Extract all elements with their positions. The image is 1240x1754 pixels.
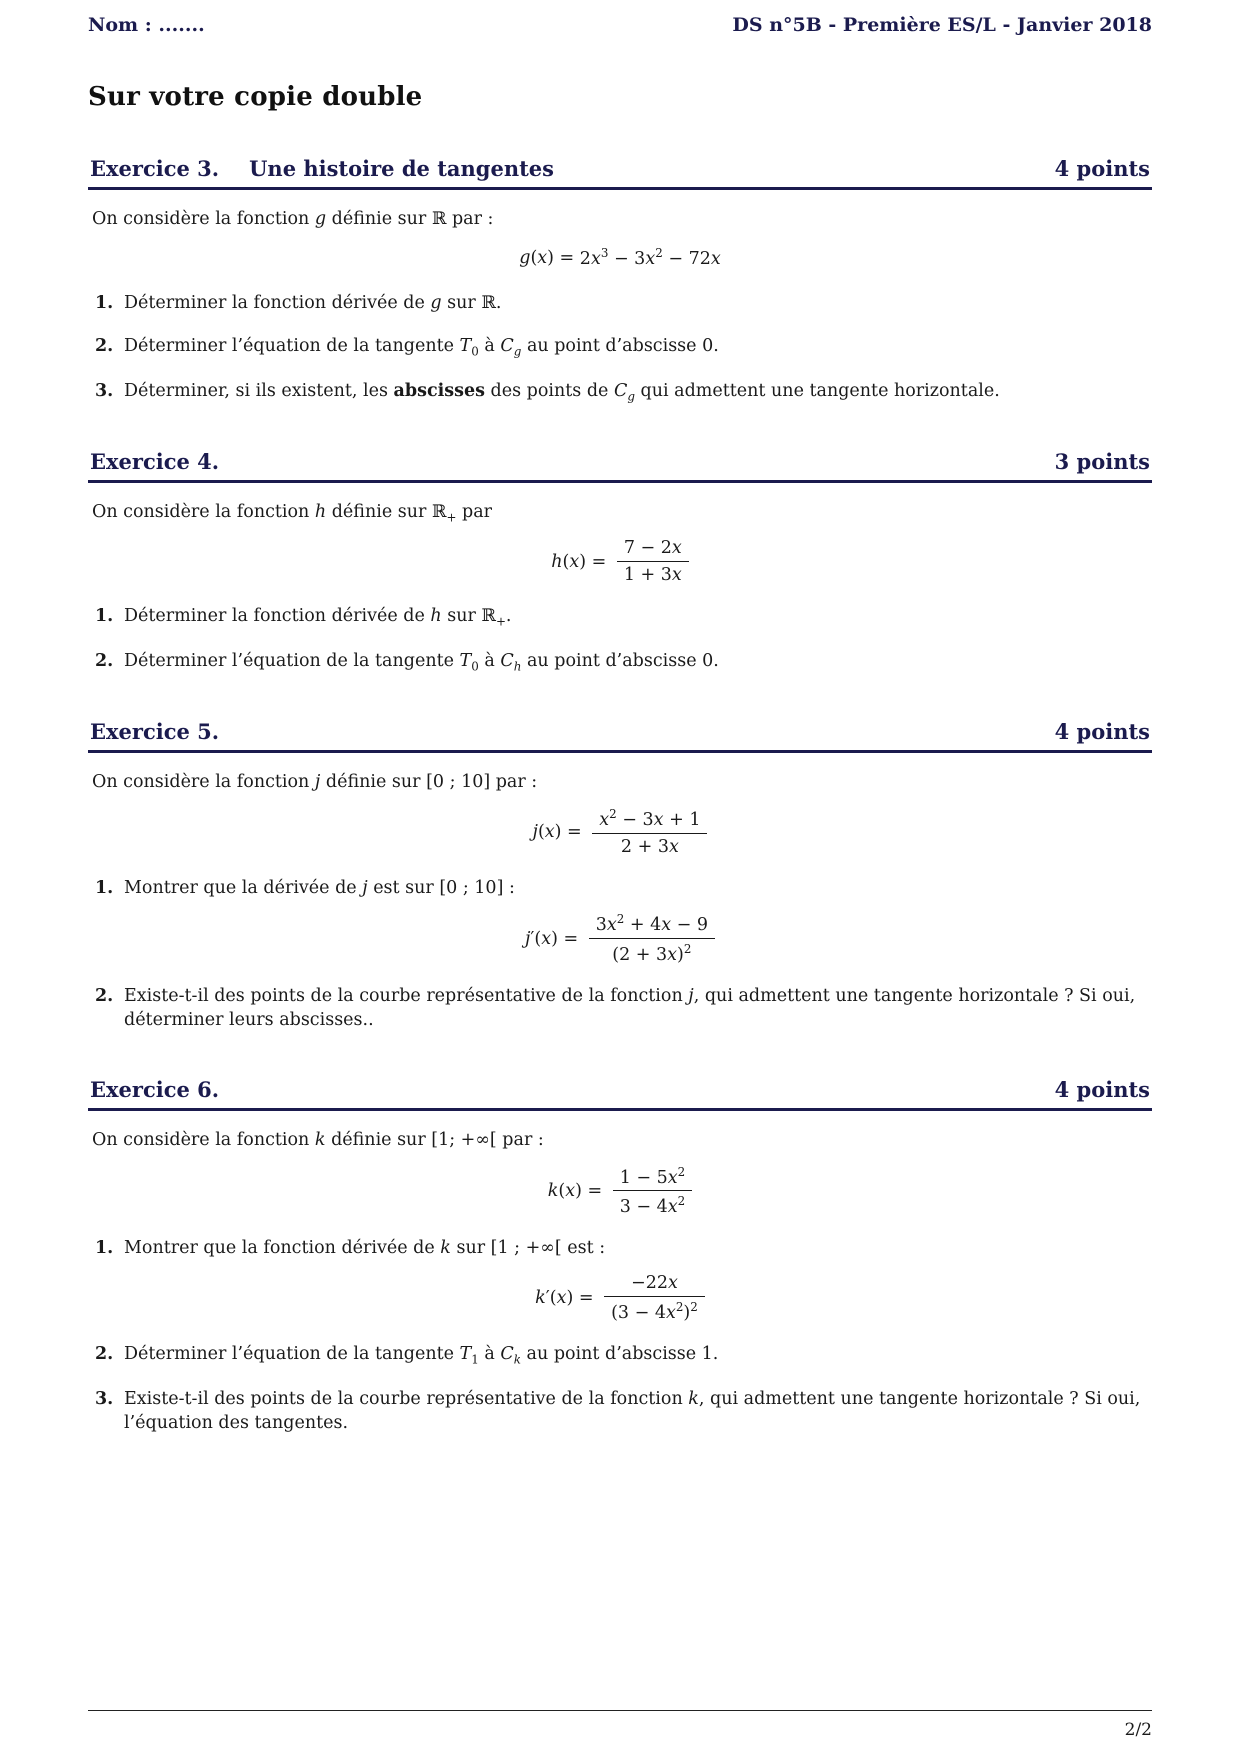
exercise-3-questions (88, 291, 1152, 406)
question-item (88, 379, 1152, 405)
fraction-denominator: 1 + 3x (623, 565, 682, 585)
item-text: Déterminer l’équation de la tangente $T_0$ à $C_g$ au point d’abscisse 0. (124, 336, 719, 359)
item-number: 3. (95, 1388, 114, 1409)
formula-j (88, 807, 1152, 857)
fraction (604, 1273, 705, 1323)
exercise-4-heading (88, 449, 1152, 483)
page-title: Sur votre copie double (88, 82, 423, 112)
fraction (613, 1165, 693, 1218)
item-text: Existe-t-il des points de la courbe représentative de la fonction k, qui admettent une tangente horizontale ? Si oui, l’équation des tangentes. (124, 1388, 1141, 1434)
exercise-3-heading (88, 156, 1152, 190)
question-item (88, 984, 1152, 1033)
fraction (589, 912, 715, 965)
item-text: Déterminer la fonction dérivée de h sur ℝ$_+$. (124, 606, 512, 629)
exercise-5-intro: On considère la fonction j définie sur [0 ; 10] par : (92, 772, 538, 793)
question-item (88, 1387, 1152, 1436)
exercise-3-section (88, 156, 1152, 405)
question-item (88, 649, 1152, 675)
header-name-field: Nom : ....... (88, 14, 205, 36)
question-item (88, 1342, 1152, 1368)
fraction-denominator: $3 - 4x^2$ (619, 1194, 686, 1218)
fraction-numerator: −22x (604, 1273, 705, 1297)
item-number: 1. (95, 292, 114, 313)
exercise-subtitle: Une histoire de tangentes (249, 156, 554, 181)
formula-k-prime (88, 1273, 1152, 1323)
item-text: Existe-t-il des points de la courbe représentative de la fonction j, qui admettent une tangente horizontale ? Si oui, déterminer leurs abscisses.. (124, 985, 1136, 1031)
exercise-4-section (88, 449, 1152, 675)
question-item (88, 604, 1152, 630)
formula-h (88, 538, 1152, 585)
item-number: 2. (95, 651, 114, 672)
exercise-5-questions (88, 876, 1152, 901)
formula-k (88, 1165, 1152, 1218)
fraction-denominator: 2 + 3x (620, 836, 679, 857)
question-item (88, 1236, 1152, 1261)
fraction (592, 807, 707, 857)
header-exam-info: DS n°5B - Première ES/L - Janvier 2018 (732, 14, 1152, 36)
item-number: 2. (95, 336, 114, 357)
exercise-6-questions-b (88, 1342, 1152, 1436)
formula-j-prime (88, 912, 1152, 965)
fraction-numerator: $x^2 - 3x + 1$ (592, 807, 707, 834)
item-number: 1. (95, 877, 114, 898)
question-item (88, 334, 1152, 360)
item-number: 2. (95, 985, 114, 1006)
item-text: Déterminer, si ils existent, les abscisses des points de $C_g$ qui admettent une tangente horizontale. (124, 381, 1000, 404)
fraction-numerator: $3x^2 + 4x - 9$ (589, 912, 715, 939)
fraction (617, 538, 689, 585)
exercise-6-heading (88, 1077, 1152, 1111)
exercise-5-heading (88, 719, 1152, 753)
exercise-6-intro: On considère la fonction k définie sur [1; +∞[ par : (92, 1129, 544, 1150)
exercise-5-section (88, 719, 1152, 1033)
exercise-label: Exercice 4. (90, 449, 220, 475)
exercise-points: 4 points (1054, 1076, 1150, 1102)
formula-g (88, 244, 1152, 272)
exercise-4-intro: On considère la fonction h définie sur ℝ$_+$ par (92, 502, 493, 525)
exercise-label: Exercice 3. (90, 156, 220, 181)
formula-lhs: k(x) = (547, 1180, 608, 1201)
question-item (88, 876, 1152, 901)
item-number: 1. (95, 1238, 114, 1259)
exercise-4-questions (88, 604, 1152, 675)
item-number: 3. (95, 381, 114, 402)
fraction-numerator: $1 - 5x^2$ (613, 1165, 693, 1192)
formula-lhs: j(x) = (532, 821, 588, 842)
exercise-label: Exercice 6. (90, 1076, 220, 1102)
exercise-6-questions (88, 1236, 1152, 1261)
exercise-points: 4 points (1054, 719, 1150, 745)
fraction-denominator: $(2 + 3x)^2$ (612, 942, 692, 965)
exercise-points: 3 points (1054, 449, 1150, 475)
fraction-denominator: $(3 - 4x^2)^2$ (611, 1299, 698, 1323)
formula-expression: $2x^3 - 3x^2 - 72x$ (579, 246, 721, 270)
page-footer (88, 1710, 1152, 1740)
item-text: Déterminer la fonction dérivée de g sur ℝ. (124, 292, 502, 313)
formula-lhs: g(x) = (519, 247, 580, 268)
exercise-6-section (88, 1077, 1152, 1436)
exercise-label: Exercice 5. (90, 719, 220, 745)
formula-lhs: k′(x) = (535, 1287, 600, 1308)
exercise-5-questions-b (88, 984, 1152, 1033)
exercise-points: 4 points (1054, 156, 1150, 181)
item-text: Montrer que la dérivée de j est sur [0 ; 10] : (124, 877, 515, 898)
question-item (88, 291, 1152, 316)
fraction-numerator: 7 − 2x (617, 538, 689, 562)
item-number: 1. (95, 606, 114, 626)
page-number: 2/2 (1124, 1720, 1152, 1740)
page-header (88, 14, 1152, 36)
item-text: Déterminer l’équation de la tangente $T_0$ à $C_h$ au point d’abscisse 0. (124, 651, 719, 674)
item-number: 2. (95, 1343, 114, 1364)
formula-lhs: h(x) = (551, 551, 612, 572)
formula-lhs: j′(x) = (524, 928, 584, 949)
item-text: Déterminer l’équation de la tangente $T_1$ à $C_k$ au point d’abscisse 1. (124, 1343, 719, 1367)
exercise-3-intro: On considère la fonction g définie sur ℝ par : (92, 209, 494, 229)
item-text: Montrer que la fonction dérivée de k sur [1 ; +∞[ est : (124, 1238, 606, 1259)
